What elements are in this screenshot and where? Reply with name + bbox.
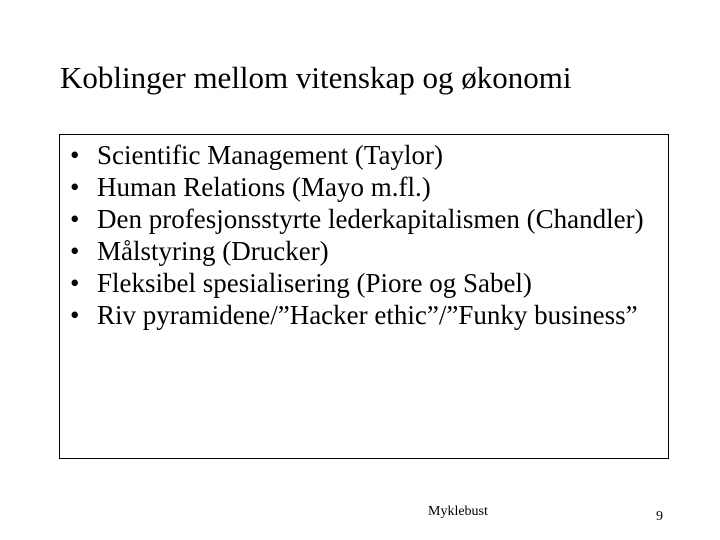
bullet-content-box (59, 134, 669, 459)
bullet-item (67, 299, 657, 331)
bullet-text: Riv pyramidene/”Hacker ethic”/”Funky business” (97, 300, 638, 330)
bullet-text: Den profesjonsstyrte lederkapitalismen (Chandler) (97, 204, 644, 234)
bullet-dot-icon: • (70, 300, 80, 330)
bullet-dot-icon: • (70, 172, 80, 202)
bullet-dot-icon: • (70, 140, 80, 170)
bullet-dot-icon: • (70, 204, 80, 234)
bullet-dot-icon: • (70, 268, 80, 298)
bullet-item (67, 235, 657, 267)
bullet-item (67, 139, 657, 171)
bullet-text: Målstyring (Drucker) (97, 236, 329, 266)
page-number: 9 (656, 509, 663, 524)
bullet-item (67, 203, 657, 235)
bullet-text: Fleksibel spesialisering (Piore og Sabel) (97, 268, 532, 298)
bullet-list (67, 139, 657, 331)
bullet-text: Scientific Management (Taylor) (97, 140, 443, 170)
bullet-text: Human Relations (Mayo m.fl.) (97, 172, 431, 202)
footer-author: Myklebust (428, 504, 488, 519)
bullet-item (67, 267, 657, 299)
bullet-dot-icon: • (70, 236, 80, 266)
bullet-item (67, 171, 657, 203)
slide-title: Koblinger mellom vitenskap og økonomi (60, 60, 572, 95)
